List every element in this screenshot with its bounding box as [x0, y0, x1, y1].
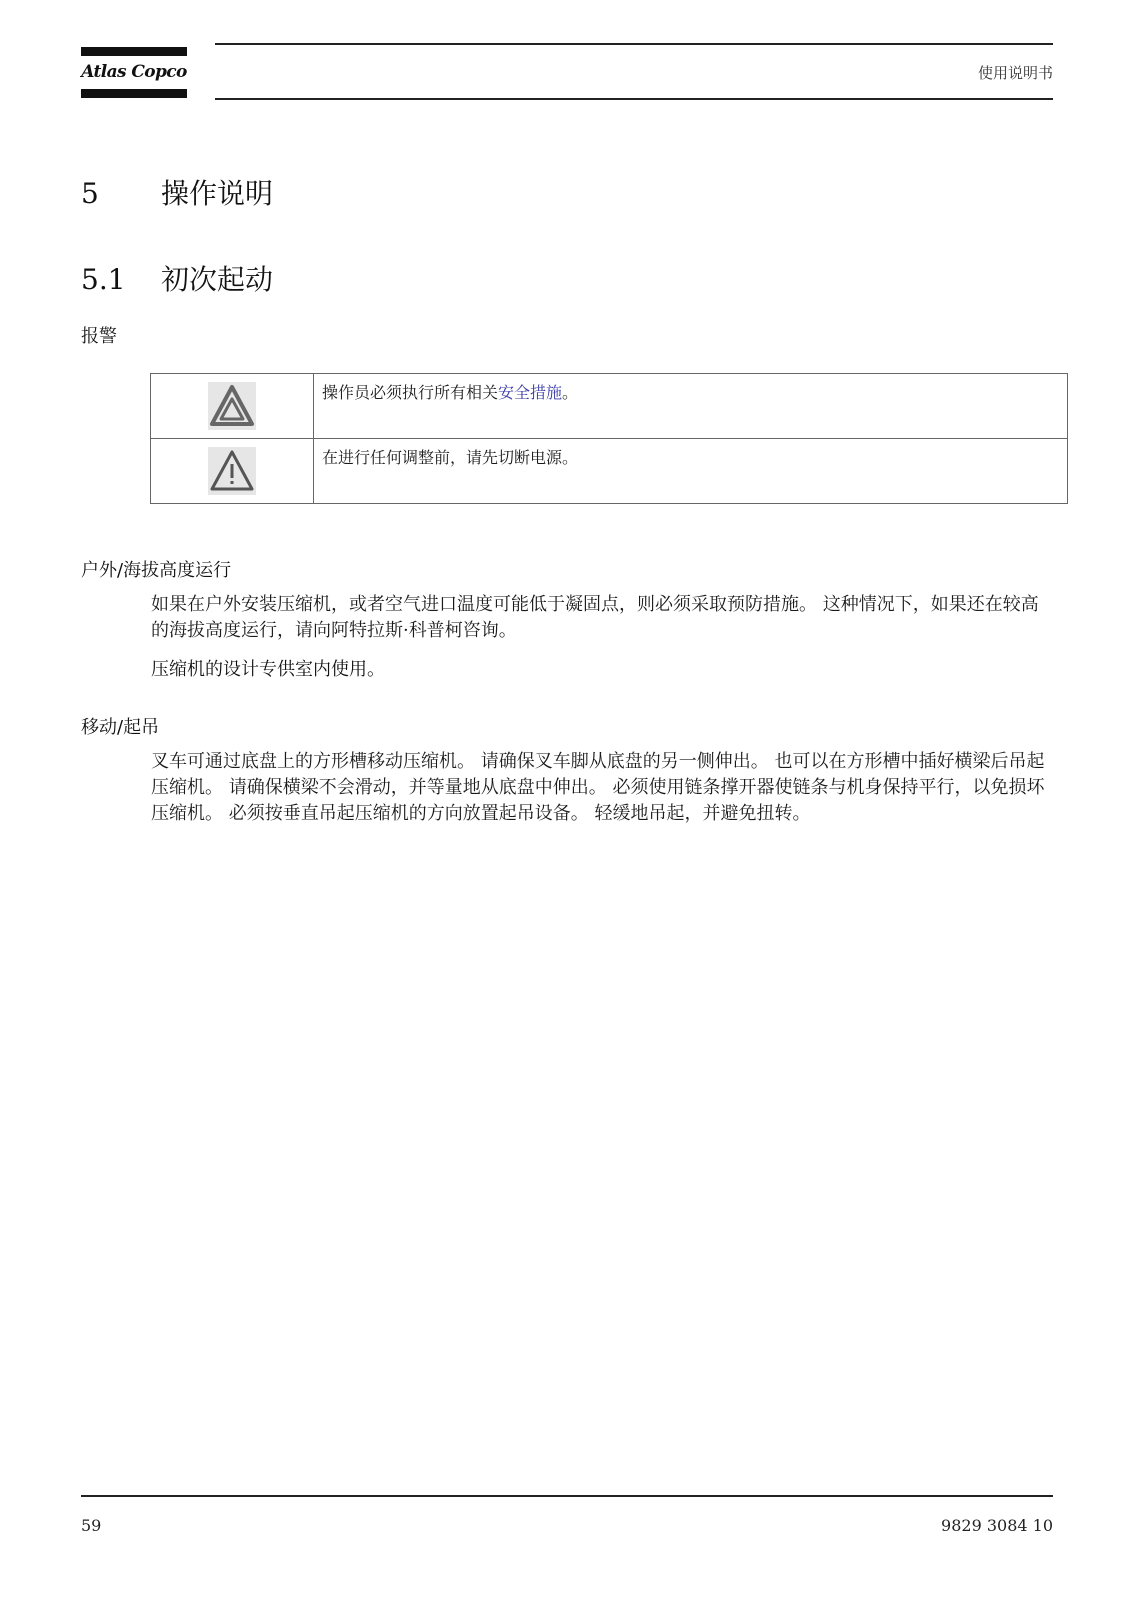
warning-row: [151, 439, 1068, 504]
hazard-triangle-icon: [208, 382, 256, 430]
document-code: 9829 3084 10: [941, 1516, 1053, 1535]
document-type: 使用说明书: [977, 64, 1053, 82]
header-rule-bottom: [215, 98, 1053, 100]
subsection-heading: [81, 258, 273, 298]
section-heading: [81, 172, 273, 212]
warning-text-before: 操作员必须执行所有相关: [322, 383, 499, 402]
moving-paragraph: 叉车可通过底盘上的方形槽移动压缩机。 请确保叉车脚从底盘的另一侧伸出。 也可以在方形槽中插好横梁后吊起压缩机。 请确保横梁不会滑动，并等量地从底盘中伸出。 必须使用链条撑开器使链条与机身保持平行，以免损坏压缩机。 必须按垂直吊起压缩机的方向放置起吊设备。 轻缓地吊起，并避免扭转。: [151, 751, 1045, 824]
safety-measures-link[interactable]: 安全措施: [498, 383, 563, 402]
moving-heading: 移动/起吊: [81, 717, 160, 738]
section-title: 操作说明: [161, 177, 274, 210]
atlas-copco-logo: [81, 47, 187, 99]
warning-row: [151, 374, 1068, 439]
warning-icon-cell: [151, 439, 314, 504]
subsection-number: 5.1: [81, 263, 126, 296]
footer-rule: [81, 1495, 1053, 1497]
page-number: 59: [81, 1516, 102, 1535]
section-number: 5: [81, 177, 99, 210]
warning-text-after: 。: [562, 383, 579, 402]
exclamation-warning-icon: [208, 447, 256, 495]
logo-bar-bottom: [81, 89, 187, 98]
warning-icon-cell: [151, 374, 314, 439]
warning-text: 在进行任何调整前，请先切断电源。: [314, 439, 1068, 504]
warning-table: [150, 373, 1068, 504]
warning-heading: 报警: [81, 326, 117, 347]
logo-wordmark: Atlas Copco: [81, 62, 187, 82]
subsection-title: 初次起动: [161, 263, 274, 296]
header-rule-top: [215, 43, 1053, 45]
indoor-use-note: 压缩机的设计专供室内使用。: [151, 659, 385, 680]
outdoor-paragraph: 如果在户外安装压缩机，或者空气进口温度可能低于凝固点，则必须采取预防措施。 这种情况下，如果还在较高的海拔高度运行，请向阿特拉斯·科普柯咨询。: [151, 594, 1039, 641]
outdoor-heading: 户外/海拔高度运行: [81, 560, 232, 581]
logo-bar-top: [81, 47, 187, 56]
warning-text: [314, 374, 1068, 439]
